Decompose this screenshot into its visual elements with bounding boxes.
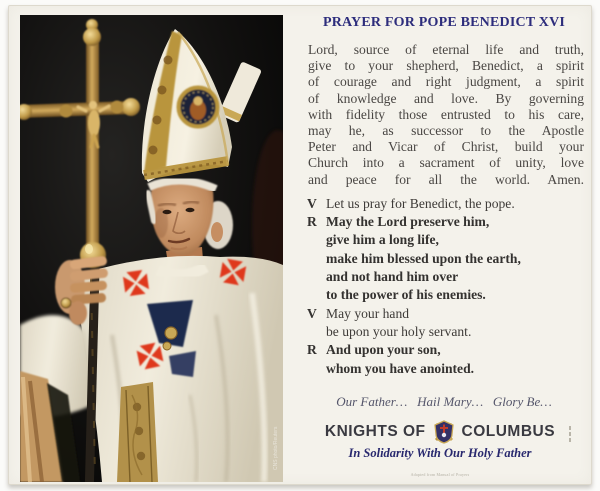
versicle-marker: R: [307, 342, 317, 358]
versicle-line: [307, 250, 587, 268]
photo-credit-vertical: CNS photo/Reuters: [273, 426, 279, 470]
versicle-text: Let us pray for Benedict, the pope.: [326, 195, 515, 211]
versicle-marker: V: [307, 195, 317, 211]
versicle-marker: R: [307, 214, 317, 230]
prayer-text-panel: [297, 6, 591, 484]
versicle-text: whom you have anointed.: [326, 360, 475, 376]
prayer-paragraph-line: with fidelity those entrusted to his care,: [308, 106, 584, 122]
pope-photo: [20, 15, 283, 482]
prayer-paragraph-line: of knowledge and love. By governing: [308, 90, 584, 106]
prayer-title: PRAYER FOR POPE BENEDICT XVI: [322, 15, 566, 30]
versicle-line: [307, 323, 587, 341]
versicle-text: May your hand: [326, 305, 410, 321]
prayer-card: [8, 5, 592, 485]
gold-brooch: [165, 327, 177, 339]
versicle-text: make him blessed upon the earth,: [326, 250, 521, 266]
org-name-left: KNIGHTS OF: [324, 423, 426, 440]
versicle-line: [307, 213, 587, 231]
versicle-text: to the power of his enemies.: [326, 287, 486, 303]
prayer-paragraph-line: give to your shepherd, Benedict, a spirit: [308, 58, 584, 74]
prayer-paragraph-line: Peter and Vicar of Christ, build your: [308, 139, 584, 155]
prayer-paragraph-line: may he, as successor to the Apostle: [308, 123, 584, 139]
versicle-text: give him a long life,: [326, 232, 439, 248]
knights-of-columbus-emblem-icon: [433, 420, 455, 444]
versicle-marker: V: [307, 305, 317, 321]
prayer-paragraph-line: Lord, source of eternal life and truth,: [308, 42, 584, 57]
versicle-text: May the Lord preserve him,: [326, 214, 490, 230]
footer: [297, 420, 583, 477]
pope-photo-illustration: [20, 15, 283, 482]
versicle-text: And upon your son,: [326, 342, 441, 358]
versicle-line: [307, 195, 587, 213]
gold-ring: [61, 298, 71, 308]
edge-code-marks: [569, 426, 571, 442]
prayer-paragraph-line: of courage and right judgment, a spirit: [308, 74, 584, 90]
versicle-line: [307, 341, 587, 359]
mitre-medallion: [179, 88, 218, 127]
versicle-line: [307, 231, 587, 249]
versicle-responses: [307, 195, 587, 378]
versicle-text: be upon your holy servant.: [326, 323, 472, 339]
prayer-paragraph: [308, 42, 584, 188]
org-name-right: COLUMBUS: [461, 423, 556, 440]
versicle-line: [307, 305, 587, 323]
versicle-line: [307, 286, 587, 304]
versicle-line: [307, 268, 587, 286]
organization-name: [297, 420, 583, 444]
prayer-paragraph-line: and peace for all the world. Amen.: [308, 171, 584, 187]
versicle-text: and not hand him over: [326, 269, 459, 285]
embroidered-stole: [117, 382, 158, 482]
devotions-line: Our Father… Hail Mary… Glory Be…: [336, 393, 552, 409]
versicle-line: [307, 360, 587, 378]
footer-tagline: In Solidarity With Our Holy Father: [348, 446, 532, 460]
fine-print: Adapted from Manual of Prayers: [410, 472, 470, 477]
prayer-paragraph-line: Church into a sacrament of unity, love: [308, 155, 584, 171]
